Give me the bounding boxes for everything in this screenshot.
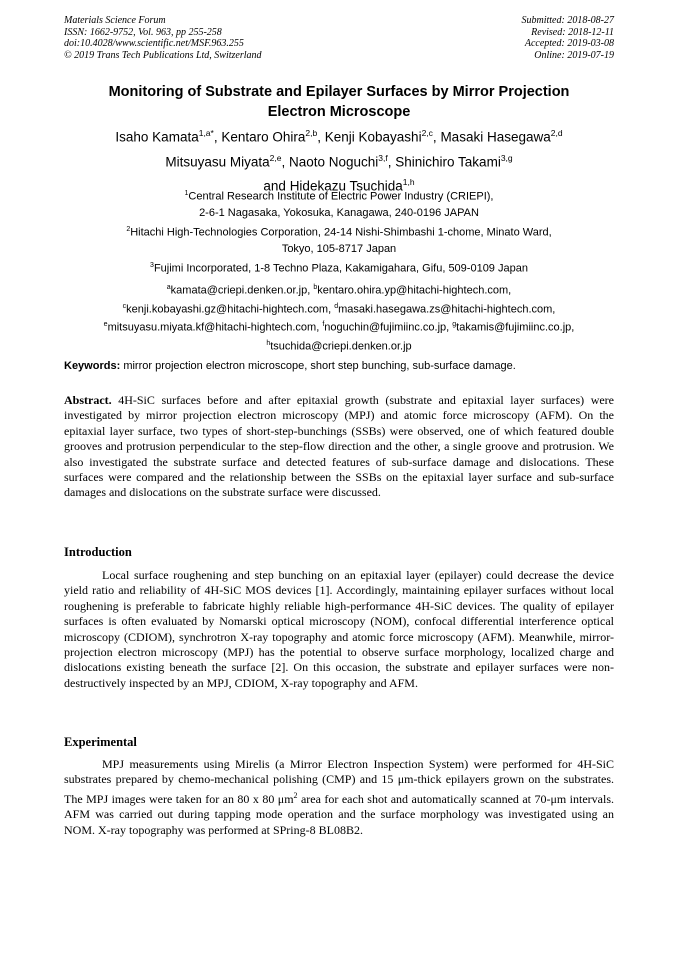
email-marker: d (334, 302, 339, 310)
paper-title (60, 82, 618, 122)
author-affiliation-marker: 3,g (500, 152, 513, 163)
unit-superscript: 2 (293, 790, 298, 800)
abstract-label: Abstract. (64, 393, 112, 407)
email-link[interactable]: masaki.hasegawa.zs@hitachi-hightech.com, (338, 303, 556, 316)
author-name: Kentaro Ohira (221, 129, 306, 145)
author-affiliation-marker: 3,f (378, 152, 388, 163)
experimental-heading: Experimental (64, 735, 137, 749)
revised-date: Revised: 2018-12-11 (531, 26, 614, 38)
author-name: Mitsuyasu Miyata (165, 154, 270, 169)
email-marker: c (122, 302, 127, 310)
keywords (64, 359, 616, 374)
author-name: Hidekazu Tsuchida (289, 178, 403, 194)
email-marker: f (322, 321, 325, 329)
email-marker: h (266, 339, 271, 347)
author-affiliation-marker: 2,c (421, 128, 433, 138)
email-link[interactable]: kenji.kobayashi.gz@hitachi-hightech.com, (126, 303, 332, 316)
email-marker: b (313, 284, 318, 291)
email-marker: g (452, 321, 457, 329)
email-list (60, 280, 618, 355)
accepted-date: Accepted: 2019-03-08 (524, 38, 614, 49)
author-name: Kenji Kobayashi (324, 129, 422, 145)
email-marker: a (166, 284, 171, 291)
author-affiliation-marker: 1,h (402, 177, 415, 187)
online-date: Online: 2019-07-19 (534, 49, 614, 61)
author-name: Isaho Kamata (115, 129, 199, 145)
affiliation-marker: 1 (184, 190, 189, 197)
author-affiliation-marker: 2,d (550, 128, 563, 138)
email-link[interactable]: kamata@criepi.denken.or.jp, (170, 284, 311, 297)
journal-name: Materials Science Forum (64, 15, 166, 26)
abstract (64, 393, 614, 501)
introduction-heading: Introduction (64, 545, 132, 559)
affiliation-marker: 3 (150, 262, 154, 269)
journal-info (64, 15, 262, 61)
author-name: Masaki Hasegawa (440, 129, 551, 145)
copyright: © 2019 Trans Tech Publications Ltd, Switzerland (64, 49, 262, 61)
title-line-1: Monitoring of Substrate and Epilayer Surfaces by Mirror Projection (108, 84, 570, 100)
affiliation-1 (60, 186, 618, 221)
email-link[interactable]: takamis@fujimiinc.co.jp, (456, 321, 575, 334)
affiliation-text: Hitachi High-Technologies Corporation, 24-14 Nishi-Shimbashi 1-chome, Minato Ward, (130, 226, 552, 239)
experimental-text: area for each shot and automatically scanned at 70-μm intervals. AFM was carried out during tapping mode operation and the surface morphology was investigated using an NOM. X-ray topography was performed at SPring-8 BL08B2. (64, 791, 614, 837)
title-line-2: Electron Microscope (267, 104, 411, 120)
author-list: Isaho Kamata$^{1,a*}$, Kentaro Ohira$^{2,b}$, Kenji Kobayashi$^{2,c}$, Masaki Hasegawa$^{2,d}$ Mitsuyasu Miyata$^{2,e}$, Naoto Noguchi$^{3,f}$, Shinichiro Takami$^{3,g}$ and Hidekazu Tsuchida$^{1,h}$ (115, 128, 563, 194)
affiliation-3 (60, 258, 618, 277)
author-affiliation-marker: 2,b (305, 128, 318, 138)
affiliation-text: Central Research Institute of Electric Power Industry (CRIEPI), (188, 190, 494, 203)
issn-volume: ISSN: 1662-9752, Vol. 963, pp 255-258 (64, 26, 222, 38)
experimental-text: MPJ measurements using Mirelis (a Mirror Electron Inspection System) were performed for 4H-SiC substrates prepared by chemo-mechanical polishing (CMP) and 15 μm-thick epilayers grown on the substrates. The MPJ images were taken for an 80 x 80 μm (64, 757, 614, 806)
submitted-date: Submitted: 2018-08-27 (521, 15, 614, 26)
introduction-paragraph: Local surface roughening and step bunching on an epitaxial layer (epilayer) could decrease the device yield ratio and reliability of 4H-SiC MOS devices [1]. Accordingly, maintaining epilayer surfaces without local roughening is preferable to fabricate highly reliable high-performance 4H-SiC devices. The quality of epilayer surfaces is often evaluated by Nomarski optical microscopy (NOM), confocal differential interference optical microscopy (CDIOM), synchrotron X-ray topography and atomic force microscopy (AFM). Meanwhile, mirror-projection electron microscopy (MPJ) has the potential to observe surface morphology, localized charge and dislocations existing beneath the surface [2]. On this occasion, the substrate and epilayer surfaces were non-destructively inspected by an MPJ, CDIOM, X-ray topography and AFM. (64, 568, 614, 690)
author-name: Shinichiro Takami (395, 154, 501, 169)
author-affiliation-marker: 1,a* (198, 128, 214, 138)
keywords-text: mirror projection electron microscope, short step bunching, sub-surface damage. (123, 360, 516, 372)
affiliation-address: Tokyo, 105-8717 Japan (281, 242, 397, 255)
author-affiliation-marker: 2,e (269, 152, 282, 163)
email-link[interactable]: mitsuyasu.miyata.kf@hitachi-hightech.com, (107, 321, 320, 334)
author-name: Naoto Noguchi (288, 154, 379, 169)
affiliation-marker: 2 (126, 226, 131, 233)
affiliation-address: 2-6-1 Nagasaka, Yokosuka, Kanagawa, 240-0196 JAPAN (199, 206, 479, 219)
affiliation-text: Fujimi Incorporated, 1-8 Techno Plaza, Kakamigahara, Gifu, 509-0109 Japan (153, 262, 528, 275)
affiliation-2 (60, 222, 618, 257)
email-link[interactable]: tsuchida@criepi.denken.or.jp (270, 340, 412, 353)
email-marker: e (103, 321, 108, 329)
experimental-paragraph (64, 757, 614, 838)
keywords-label: Keywords: (64, 360, 121, 372)
email-link[interactable]: kentaro.ohira.yp@hitachi-hightech.com, (317, 284, 512, 297)
abstract-text: 4H-SiC surfaces before and after epitaxial growth (substrate and epitaxial layer surfaces) were investigated by mirror projection electron microscopy (MPJ) and atomic force microscopy (AFM). On the epitaxial layer surface, two types of short-step-bunchings (SSBs) were observed, one of which featured double grooves and protrusion perpendicular to the step-flow direction and the other, a single groove and protrusion. We also investigated the substrate surface and detected features of sub-surface damage and dislocations. These surfaces were compared and the relationship between the SSBs on the epitaxial layer surface and sub-surface damages and dislocations on the substrate surface were discussed. (64, 393, 615, 500)
email-link[interactable]: noguchin@fujimiinc.co.jp, (324, 321, 450, 334)
doi[interactable]: doi:10.4028/www.scientific.net/MSF.963.255 (64, 38, 244, 49)
publication-dates (522, 15, 615, 61)
